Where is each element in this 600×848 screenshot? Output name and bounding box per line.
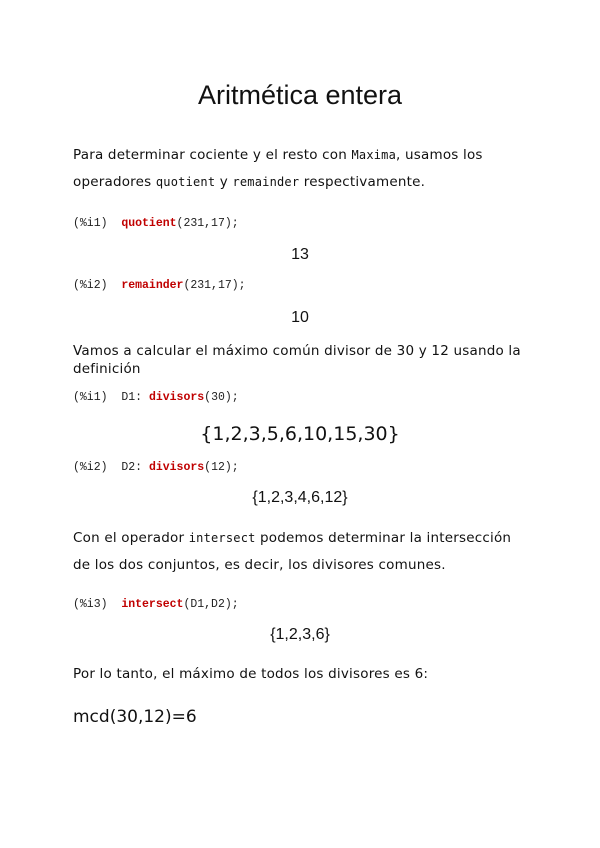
cell-prompt: (%i1): [73, 217, 108, 230]
gcd-result: mcd(30,12)=6: [73, 707, 197, 727]
intro-text: , usamos los: [396, 147, 483, 163]
function-name: remainder: [121, 279, 184, 292]
output-divisors-30: {1,2,3,5,6,10,15,30}: [200, 423, 400, 445]
inline-code-intersect: intersect: [188, 531, 256, 545]
function-args: (231,17);: [176, 217, 239, 230]
function-name: divisors: [148, 461, 205, 474]
output-intersect: {1,2,3,6}: [270, 626, 330, 643]
function-name: intersect: [121, 598, 184, 611]
variable-assign: D2:: [121, 461, 143, 474]
function-name: divisors: [148, 391, 205, 404]
function-name: quotient: [121, 217, 177, 230]
inline-code-maxima: Maxima: [351, 148, 397, 162]
function-args: (30);: [204, 391, 239, 404]
gcd-intro-line-1: Vamos a calcular el máximo común divisor de 30 y 12 usando la: [73, 343, 521, 359]
function-args: (12);: [204, 461, 239, 474]
cell-prompt: (%i2): [73, 279, 108, 292]
output-quotient: 13: [291, 246, 309, 263]
function-args: (231,17);: [183, 279, 246, 292]
intro-text: Para determinar cociente y el resto con: [73, 147, 352, 163]
inline-code-quotient: quotient: [155, 175, 216, 189]
input-cell-remainder: [73, 279, 246, 292]
cell-prompt: (%i2): [73, 461, 108, 474]
variable-assign: D1:: [121, 391, 143, 404]
inline-code-remainder: remainder: [232, 175, 300, 189]
intro-text: operadores: [73, 174, 156, 190]
function-args: (D1,D2);: [183, 598, 239, 611]
intro-line-1: [73, 146, 483, 164]
input-cell-divisors-30: [73, 391, 239, 404]
gcd-intro-line-2: definición: [73, 361, 141, 377]
input-cell-divisors-12: [73, 461, 239, 474]
intersect-text: Con el operador: [73, 530, 189, 546]
intersect-text: podemos determinar la intersección: [255, 530, 512, 546]
page-title: Aritmética entera: [197, 80, 403, 110]
cell-prompt: (%i3): [73, 598, 108, 611]
intro-text: y: [215, 174, 233, 190]
input-cell-intersect: [73, 598, 239, 611]
input-cell-quotient: [73, 217, 239, 230]
cell-prompt: (%i1): [73, 391, 108, 404]
output-divisors-12: {1,2,3,4,6,12}: [252, 489, 348, 506]
intro-line-2: [73, 173, 425, 191]
intro-text: respectivamente.: [299, 174, 426, 190]
output-remainder: 10: [291, 309, 309, 326]
intersect-intro-line-2: de los dos conjuntos, es decir, los divisores comunes.: [73, 557, 446, 573]
conclusion-text: Por lo tanto, el máximo de todos los divisores es 6:: [73, 666, 429, 682]
intersect-intro-line-1: [73, 529, 511, 547]
